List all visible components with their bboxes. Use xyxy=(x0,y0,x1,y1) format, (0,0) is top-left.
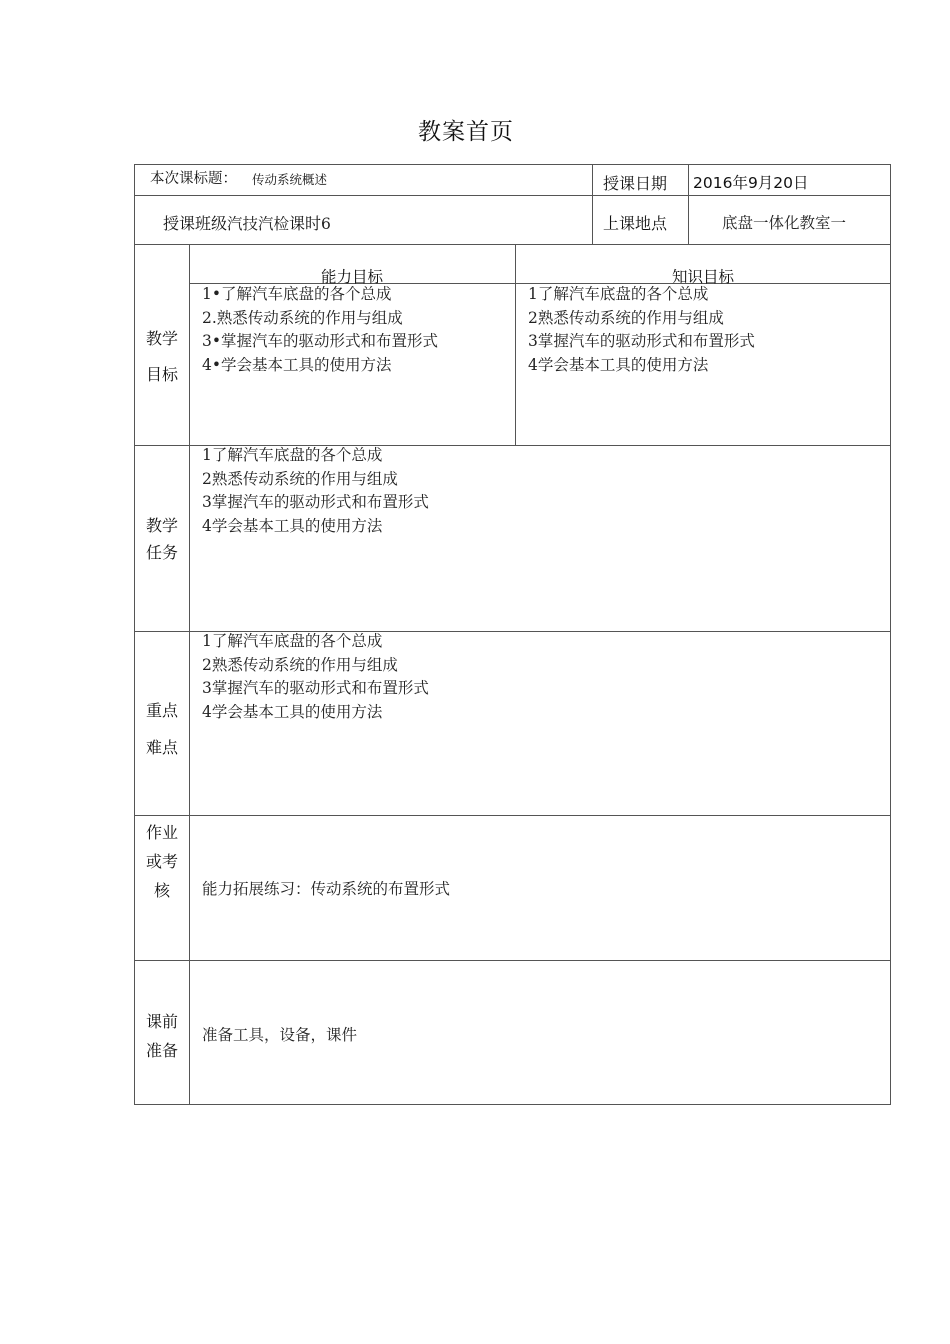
location-label: 上课地点 xyxy=(603,214,668,233)
lesson-plan-table xyxy=(134,164,891,1105)
row-divider xyxy=(135,195,890,196)
knowledge-header: 知识目标 xyxy=(671,268,734,286)
tasks-list xyxy=(202,444,429,539)
ability-header: 能力目标 xyxy=(320,268,383,286)
list-item: 2熟悉传动系统的作用与组成 xyxy=(202,655,398,674)
list-item: 2熟悉传动系统的作用与组成 xyxy=(528,308,724,327)
hours-value: 6 xyxy=(321,215,331,233)
topic-value: 传动系统概述 xyxy=(252,172,328,187)
knowledge-list xyxy=(528,283,755,378)
list-item: 4•学会基本工具的使用方法 xyxy=(202,356,392,375)
class-value: 汽技汽检 xyxy=(227,215,290,233)
class-label: 授课班级 xyxy=(163,214,228,233)
col-divider xyxy=(688,165,689,244)
preparation-label: 课前 准备 xyxy=(145,1012,178,1060)
tasks-label: 教学 任务 xyxy=(145,516,178,562)
row-divider xyxy=(135,815,890,816)
preparation-content: 准备工具，设备，课件 xyxy=(202,1026,358,1044)
list-item: 3•掌握汽车的驱动形式和布置形式 xyxy=(202,332,439,351)
list-item: 4学会基本工具的使用方法 xyxy=(202,703,383,722)
date-label: 授课日期 xyxy=(603,174,668,193)
homework-content: 能力拓展练习：传动系统的布置形式 xyxy=(202,880,451,898)
ability-list xyxy=(202,283,438,378)
page-title: 教案首页 xyxy=(418,119,514,145)
list-item: 3掌握汽车的驱动形式和布置形式 xyxy=(202,679,429,698)
list-item: 3掌握汽车的驱动形式和布置形式 xyxy=(202,493,429,512)
list-item: 1了解汽车底盘的各个总成 xyxy=(202,632,383,650)
hours-label: 课时 xyxy=(289,214,322,233)
list-item: 1•了解汽车底盘的各个总成 xyxy=(202,285,392,303)
list-item: 3掌握汽车的驱动形式和布置形式 xyxy=(528,332,755,351)
col-divider xyxy=(592,165,593,244)
list-item: 2.熟悉传动系统的作用与组成 xyxy=(202,308,403,327)
list-item: 2熟悉传动系统的作用与组成 xyxy=(202,469,398,488)
key-points-label: 重点 难点 xyxy=(145,701,178,757)
class-and-hours xyxy=(163,211,331,234)
label-col-divider xyxy=(189,244,190,1104)
location-value: 底盘一体化教室一 xyxy=(722,214,847,232)
list-item: 1了解汽车底盘的各个总成 xyxy=(202,446,383,464)
objectives-label: 教学 目标 xyxy=(145,329,178,384)
list-item: 4学会基本工具的使用方法 xyxy=(202,517,383,536)
date-value: 2016年9月20日 xyxy=(693,174,809,192)
homework-label: 作业 或考 核 xyxy=(145,823,178,900)
list-item: 4学会基本工具的使用方法 xyxy=(528,356,709,375)
topic-label: 本次课标题： xyxy=(150,171,237,187)
key-points-list xyxy=(202,630,429,725)
list-item: 1了解汽车底盘的各个总成 xyxy=(528,285,709,303)
row-divider xyxy=(135,244,890,245)
row-divider xyxy=(135,960,890,961)
